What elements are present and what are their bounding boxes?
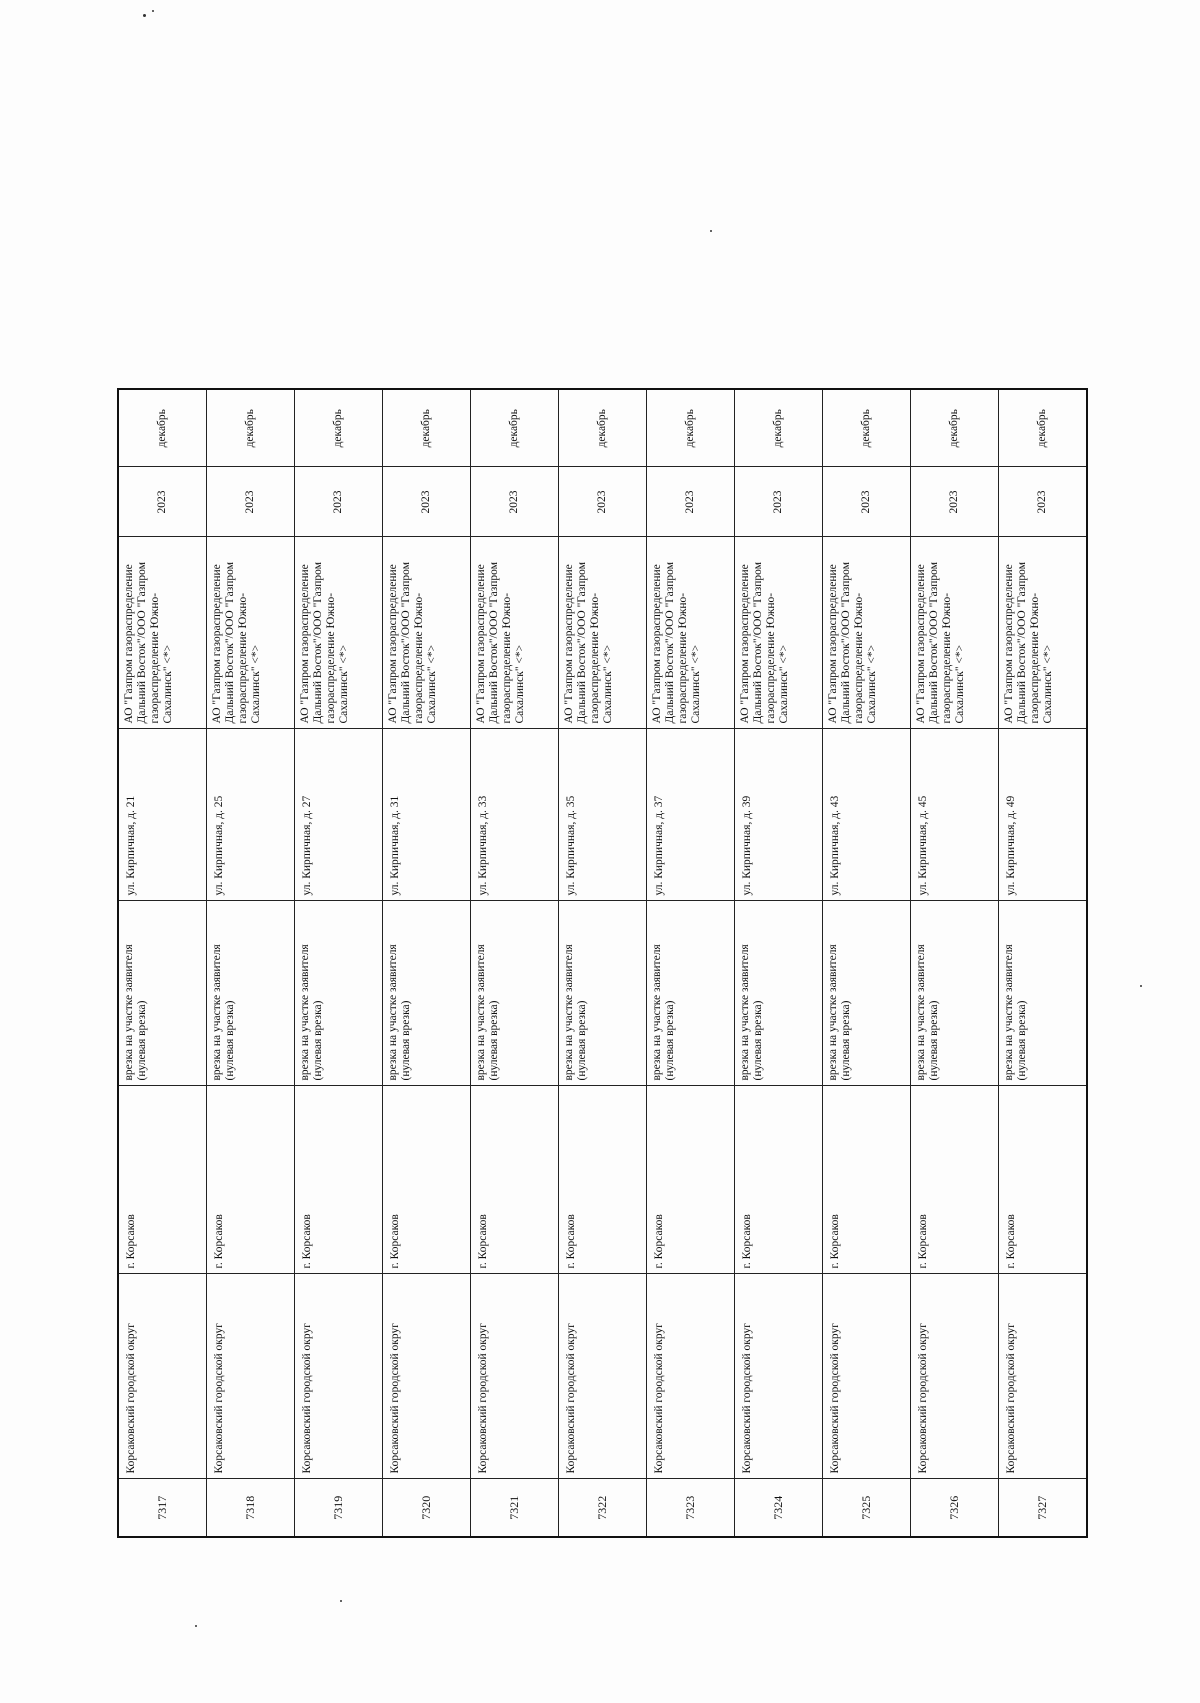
scan-speck: [195, 1625, 197, 1627]
cell-number: 7322: [558, 1479, 646, 1537]
cell-address: ул. Кирпичная, д. 35: [558, 729, 646, 901]
cell-connection-type: врезка на участке заявителя (нулевая врезка): [383, 901, 471, 1086]
cell-district: Корсаковский городской округ: [734, 1274, 822, 1479]
cell-month: декабрь: [383, 389, 471, 467]
cell-month: декабрь: [118, 389, 207, 467]
table-row: [383, 389, 471, 1537]
cell-organization: АО "Газпром газораспределение Дальний Восток"/ООО "Газпром газораспределение Южно-Сахалинск" <*>: [646, 537, 734, 729]
cell-month: декабрь: [734, 389, 822, 467]
cell-address: ул. Кирпичная, д. 37: [646, 729, 734, 901]
cell-connection-type: врезка на участке заявителя (нулевая врезка): [646, 901, 734, 1086]
cell-district: Корсаковский городской округ: [998, 1274, 1087, 1479]
cell-district: Корсаковский городской округ: [295, 1274, 383, 1479]
cell-district: Корсаковский городской округ: [383, 1274, 471, 1479]
cell-address: ул. Кирпичная, д. 43: [822, 729, 910, 901]
cell-district: Корсаковский городской округ: [471, 1274, 559, 1479]
cell-connection-type: врезка на участке заявителя (нулевая врезка): [558, 901, 646, 1086]
cell-number: 7325: [822, 1479, 910, 1537]
cell-year: 2023: [383, 467, 471, 537]
cell-number: 7327: [998, 1479, 1087, 1537]
cell-connection-type: врезка на участке заявителя (нулевая врезка): [118, 901, 207, 1086]
table-row: [646, 389, 734, 1537]
cell-connection-type: врезка на участке заявителя (нулевая врезка): [207, 901, 295, 1086]
cell-year: 2023: [558, 467, 646, 537]
cell-connection-type: врезка на участке заявителя (нулевая врезка): [295, 901, 383, 1086]
cell-address: ул. Кирпичная, д. 31: [383, 729, 471, 901]
table-body: [118, 389, 1087, 1537]
cell-year: 2023: [998, 467, 1087, 537]
cell-city: г. Корсаков: [207, 1086, 295, 1274]
cell-organization: АО "Газпром газораспределение Дальний Восток"/ООО "Газпром газораспределение Южно-Сахалинск" <*>: [734, 537, 822, 729]
cell-city: г. Корсаков: [558, 1086, 646, 1274]
cell-organization: АО "Газпром газораспределение Дальний Восток"/ООО "Газпром газораспределение Южно-Сахалинск" <*>: [558, 537, 646, 729]
cell-address: ул. Кирпичная, д. 25: [207, 729, 295, 901]
table-row: [822, 389, 910, 1537]
cell-organization: АО "Газпром газораспределение Дальний Восток"/ООО "Газпром газораспределение Южно-Сахалинск" <*>: [998, 537, 1087, 729]
cell-month: декабрь: [646, 389, 734, 467]
table-row: [295, 389, 383, 1537]
table-row: [471, 389, 559, 1537]
cell-city: г. Корсаков: [998, 1086, 1087, 1274]
cell-number: 7324: [734, 1479, 822, 1537]
cell-organization: АО "Газпром газораспределение Дальний Восток"/ООО "Газпром газораспределение Южно-Сахалинск" <*>: [383, 537, 471, 729]
scan-speck: [710, 230, 712, 232]
cell-year: 2023: [646, 467, 734, 537]
cell-district: Корсаковский городской округ: [558, 1274, 646, 1479]
cell-organization: АО "Газпром газораспределение Дальний Восток"/ООО "Газпром газораспределение Южно-Сахалинск" <*>: [910, 537, 998, 729]
cell-district: Корсаковский городской округ: [118, 1274, 207, 1479]
scan-speck: [340, 1600, 342, 1602]
table-row: [118, 389, 207, 1537]
cell-number: 7317: [118, 1479, 207, 1537]
cell-city: г. Корсаков: [383, 1086, 471, 1274]
cell-year: 2023: [295, 467, 383, 537]
cell-number: 7326: [910, 1479, 998, 1537]
cell-organization: АО "Газпром газораспределение Дальний Восток"/ООО "Газпром газораспределение Южно-Сахалинск" <*>: [295, 537, 383, 729]
scan-speck: [143, 14, 146, 17]
cell-number: 7320: [383, 1479, 471, 1537]
cell-district: Корсаковский городской округ: [910, 1274, 998, 1479]
cell-year: 2023: [207, 467, 295, 537]
cell-district: Корсаковский городской округ: [207, 1274, 295, 1479]
cell-number: 7318: [207, 1479, 295, 1537]
cell-city: г. Корсаков: [822, 1086, 910, 1274]
cell-district: Корсаковский городской округ: [822, 1274, 910, 1479]
cell-number: 7323: [646, 1479, 734, 1537]
cell-address: ул. Кирпичная, д. 39: [734, 729, 822, 901]
cell-city: г. Корсаков: [646, 1086, 734, 1274]
cell-connection-type: врезка на участке заявителя (нулевая врезка): [734, 901, 822, 1086]
cell-month: декабрь: [207, 389, 295, 467]
cell-address: ул. Кирпичная, д. 21: [118, 729, 207, 901]
cell-connection-type: врезка на участке заявителя (нулевая врезка): [910, 901, 998, 1086]
cell-year: 2023: [822, 467, 910, 537]
gas-connection-table: [117, 388, 1088, 1538]
cell-organization: АО "Газпром газораспределение Дальний Восток"/ООО "Газпром газораспределение Южно-Сахалинск" <*>: [822, 537, 910, 729]
cell-district: Корсаковский городской округ: [646, 1274, 734, 1479]
cell-city: г. Корсаков: [734, 1086, 822, 1274]
cell-organization: АО "Газпром газораспределение Дальний Восток"/ООО "Газпром газораспределение Южно-Сахалинск" <*>: [118, 537, 207, 729]
cell-address: ул. Кирпичная, д. 45: [910, 729, 998, 901]
cell-city: г. Корсаков: [910, 1086, 998, 1274]
cell-number: 7319: [295, 1479, 383, 1537]
table-row: [734, 389, 822, 1537]
cell-number: 7321: [471, 1479, 559, 1537]
cell-city: г. Корсаков: [471, 1086, 559, 1274]
table-row: [910, 389, 998, 1537]
scan-speck: [1140, 985, 1142, 987]
rotated-table-frame: [117, 390, 1088, 1538]
table-row: [207, 389, 295, 1537]
cell-year: 2023: [734, 467, 822, 537]
cell-city: г. Корсаков: [295, 1086, 383, 1274]
cell-month: декабрь: [295, 389, 383, 467]
cell-month: декабрь: [822, 389, 910, 467]
cell-address: ул. Кирпичная, д. 33: [471, 729, 559, 901]
table-row: [558, 389, 646, 1537]
cell-year: 2023: [118, 467, 207, 537]
cell-year: 2023: [910, 467, 998, 537]
cell-organization: АО "Газпром газораспределение Дальний Восток"/ООО "Газпром газораспределение Южно-Сахалинск" <*>: [207, 537, 295, 729]
cell-city: г. Корсаков: [118, 1086, 207, 1274]
cell-address: ул. Кирпичная, д. 49: [998, 729, 1087, 901]
cell-organization: АО "Газпром газораспределение Дальний Восток"/ООО "Газпром газораспределение Южно-Сахалинск" <*>: [471, 537, 559, 729]
scan-speck: [152, 10, 154, 12]
cell-address: ул. Кирпичная, д. 27: [295, 729, 383, 901]
cell-connection-type: врезка на участке заявителя (нулевая врезка): [998, 901, 1087, 1086]
cell-month: декабрь: [471, 389, 559, 467]
table-row: [998, 389, 1087, 1537]
cell-month: декабрь: [998, 389, 1087, 467]
cell-year: 2023: [471, 467, 559, 537]
cell-connection-type: врезка на участке заявителя (нулевая врезка): [471, 901, 559, 1086]
cell-month: декабрь: [558, 389, 646, 467]
cell-connection-type: врезка на участке заявителя (нулевая врезка): [822, 901, 910, 1086]
cell-month: декабрь: [910, 389, 998, 467]
